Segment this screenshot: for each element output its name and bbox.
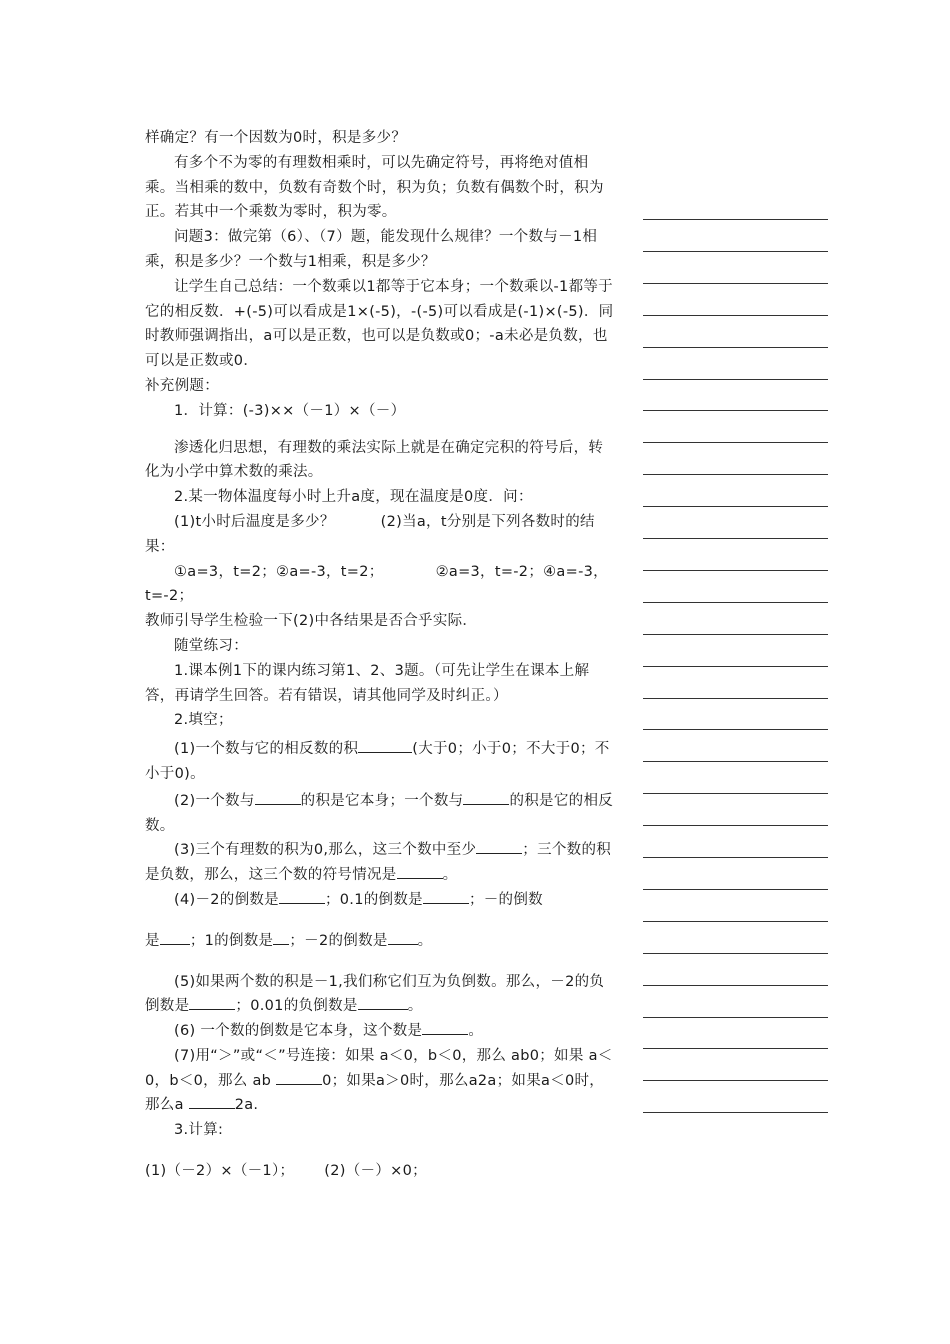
note-lines-column xyxy=(643,0,828,1344)
note-line xyxy=(643,857,828,858)
fill-text: 2a；如果a＜0时，那么a xyxy=(145,1072,605,1114)
paragraph: 问题3：做完第（6）、（7）题，能发现什么规律？一个数与－1相乘，积是多少？一个数与1相乘，积是多少？ xyxy=(145,229,598,270)
fill-item-2 xyxy=(145,789,615,839)
fill-text: (大于0；小于0；不大于0；不小于0)。 xyxy=(145,741,610,782)
note-line xyxy=(643,793,828,794)
paragraph: 让学生自己总结：一个数乘以1都等于它本身；一个数乘以-1都等于它的相反数．+(-5)可以看成是1×(-5)，-(-5)可以看成是(-1)×(-5)．同时教师强调指出，a可以是正数，也可以是负数或0；-a未必是负数，也可以是正数或0． xyxy=(145,278,614,370)
fill-text: 的积是它的相反数。 xyxy=(145,792,614,834)
note-line xyxy=(643,283,828,284)
note-line xyxy=(643,570,828,571)
note-line xyxy=(643,219,828,220)
answer-blank xyxy=(276,1070,322,1085)
paragraph: 有多个不为零的有理数相乘时，可以先确定符号，再将绝对值相乘。当相乘的数中，负数有奇数个时，积为负；负数有偶数个时，积为正。若其中一个乘数为零时，积为零。 xyxy=(145,154,604,221)
fill-text: (3)三个有理数的积为0,那么，这三个数中至少 xyxy=(174,842,477,859)
note-line xyxy=(643,538,828,539)
lesson-text xyxy=(145,126,615,1184)
fill-item-4 xyxy=(145,888,615,913)
note-line xyxy=(643,1017,828,1018)
paragraph: 教师引导学生检验一下(2)中各结果是否合乎实际． xyxy=(145,613,478,630)
answer-blank xyxy=(476,839,522,854)
case-group-1: ①a=3，t=2；②a=-3，t=2； xyxy=(174,563,384,580)
fill-item-1 xyxy=(145,737,615,787)
fill-text: (1)一个数与它的相反数的积 xyxy=(174,741,359,758)
fill-text: ；三个数的积是负数，那么，这三个数的符号情况是 xyxy=(145,842,612,884)
fill-item-7 xyxy=(145,1044,615,1118)
answer-blank xyxy=(422,1020,468,1035)
fill-text: 。 xyxy=(417,932,433,949)
fill-text: 。 xyxy=(442,867,458,884)
fill-text: ；1的倒数是 xyxy=(189,932,274,949)
answer-blank xyxy=(255,790,301,805)
fill-text: 0；如果a＞0时，那么a xyxy=(322,1072,478,1089)
note-line xyxy=(643,666,828,667)
section-heading: 随堂练习： xyxy=(174,637,248,654)
answer-blank xyxy=(273,930,289,945)
calc-items xyxy=(145,1159,615,1184)
note-line xyxy=(643,634,828,635)
note-line xyxy=(643,315,828,316)
practice-1: 1.课本例1下的课内练习第1、2、3题。（可先让学生在课本上解答，再请学生回答。若有错误，请其他同学及时纠正。） xyxy=(145,662,590,704)
fill-item-4-cont xyxy=(145,929,615,954)
note-line xyxy=(643,602,828,603)
example-2-cases xyxy=(145,560,615,610)
paragraph: 渗透化归思想，有理数的乘法实际上就是在确定完积的符号后，转化为小学中算术数的乘法。 xyxy=(145,439,604,481)
answer-blank xyxy=(279,889,325,904)
note-line xyxy=(643,410,828,411)
note-line xyxy=(643,921,828,922)
note-line xyxy=(643,985,828,986)
case-group-2: ②a=3，t=-2；④a=-3，t=-2； xyxy=(145,563,608,605)
fill-text: (2)一个数与 xyxy=(174,792,255,809)
note-line xyxy=(643,825,828,826)
example-2-questions xyxy=(145,510,615,560)
fill-item-5 xyxy=(145,970,615,1020)
answer-blank xyxy=(358,995,408,1010)
note-line xyxy=(643,698,828,699)
answer-blank xyxy=(463,790,509,805)
note-line xyxy=(643,1112,828,1113)
fill-text: ；－的倒数 xyxy=(468,891,543,908)
note-line xyxy=(643,761,828,762)
note-line xyxy=(643,1048,828,1049)
section-heading: 补充例题： xyxy=(145,377,219,394)
question-1: (1)t小时后温度是多少？ xyxy=(174,513,335,530)
answer-blank xyxy=(423,889,469,904)
calc-2: (2)（－）×0； xyxy=(324,1163,427,1180)
note-line xyxy=(643,347,828,348)
fill-text: (4)－2的倒数是 xyxy=(174,891,279,908)
note-line xyxy=(643,506,828,507)
note-line xyxy=(643,251,828,252)
practice-2: 2.填空； xyxy=(174,712,233,729)
fill-text: 。 xyxy=(468,1023,484,1040)
note-line xyxy=(643,729,828,730)
practice-3: 3.计算: xyxy=(174,1122,224,1139)
fill-text: ；0.01的负倒数是 xyxy=(235,998,358,1015)
note-line xyxy=(643,442,828,443)
note-line xyxy=(643,379,828,380)
fill-text: ；－2的倒数是 xyxy=(289,932,388,949)
note-line xyxy=(643,474,828,475)
answer-blank xyxy=(189,995,235,1010)
fill-text: (6) 一个数的倒数是它本身，这个数是 xyxy=(174,1023,423,1040)
fill-text: 是 xyxy=(145,932,160,949)
fill-text: 0；如果 a＜0，b＜0，那么 ab xyxy=(145,1047,613,1089)
answer-blank xyxy=(397,864,443,879)
answer-blank xyxy=(358,738,412,753)
fill-text: 的积是它本身；一个数与 xyxy=(300,792,464,809)
example-2: 2.某一物体温度每小时上升a度，现在温度是0度．问： xyxy=(174,489,533,506)
answer-blank xyxy=(160,930,190,945)
fill-text: ；0.1的倒数是 xyxy=(324,891,423,908)
fill-item-3 xyxy=(145,838,615,888)
fill-text: (5)如果两个数的积是－1,我们称它们互为负倒数。那么，－2的负倒数是 xyxy=(145,973,605,1015)
answer-blank xyxy=(189,1094,235,1109)
fill-text: 2a. xyxy=(234,1097,259,1114)
fill-text: (7)用“＞”或“＜”号连接：如果 a＜0，b＜0，那么 ab xyxy=(174,1047,530,1064)
note-line xyxy=(643,889,828,890)
answer-blank xyxy=(388,930,418,945)
paragraph: 样确定？有一个因数为0时，积是多少？ xyxy=(145,130,407,146)
example-1: 1．计算：(-3)××（－1）×（－） xyxy=(174,402,406,419)
fill-item-6 xyxy=(145,1019,615,1044)
calc-1: (1)（－2）×（－1）； xyxy=(145,1163,295,1180)
question-2: (2)当a，t分别是下列各数时的结果： xyxy=(145,513,595,555)
note-line xyxy=(643,1080,828,1081)
fill-text: 。 xyxy=(407,998,423,1015)
note-line xyxy=(643,953,828,954)
